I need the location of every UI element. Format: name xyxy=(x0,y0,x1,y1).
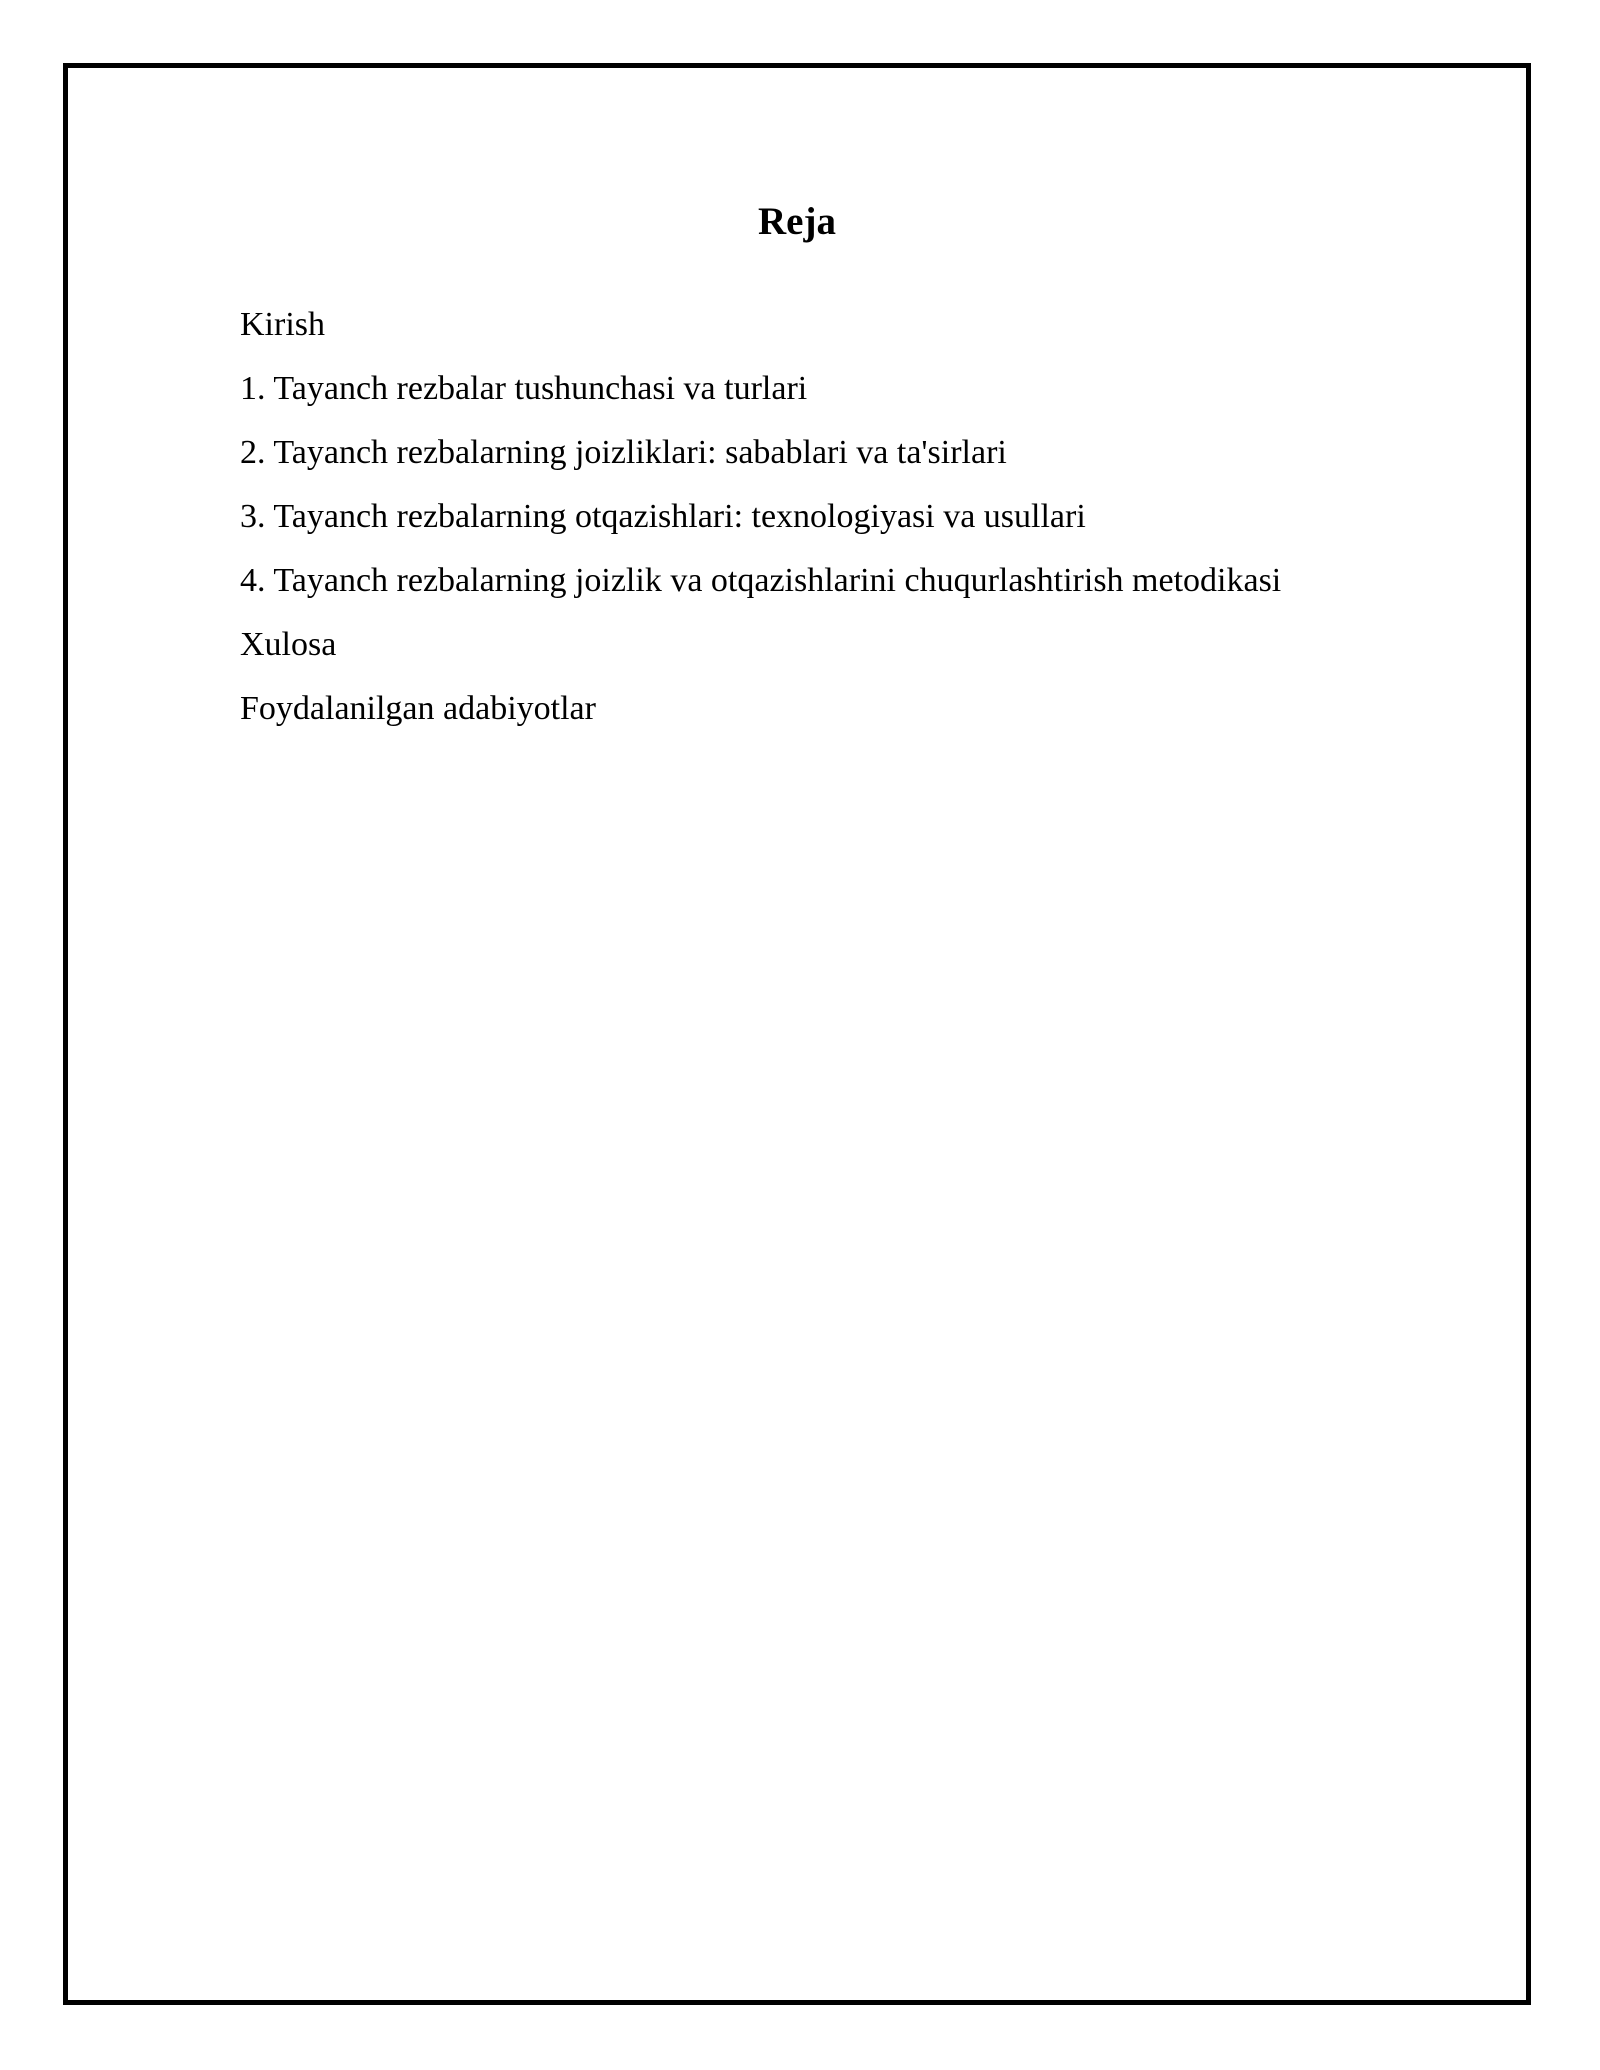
plan-item-conclusion: Xulosa xyxy=(240,626,337,663)
plan-item-3: 3. Tayanch rezbalarning otqazishlari: texnologiyasi va usullari xyxy=(240,498,1086,535)
plan-item-2: 2. Tayanch rezbalarning joizliklari: sabablari va ta'sirlari xyxy=(240,434,1007,471)
plan-item-introduction: Kirish xyxy=(240,306,325,343)
plan-item-4: 4. Tayanch rezbalarning joizlik va otqazishlarini chuqurlashtirish metodikasi xyxy=(240,562,1282,599)
plan-list xyxy=(240,293,1281,741)
plan-item-references: Foydalanilgan adabiyotlar xyxy=(240,690,596,727)
page-title: Reja xyxy=(758,200,836,243)
plan-item-1: 1. Tayanch rezbalar tushunchasi va turlari xyxy=(240,370,808,407)
page-border-frame xyxy=(63,63,1531,2005)
